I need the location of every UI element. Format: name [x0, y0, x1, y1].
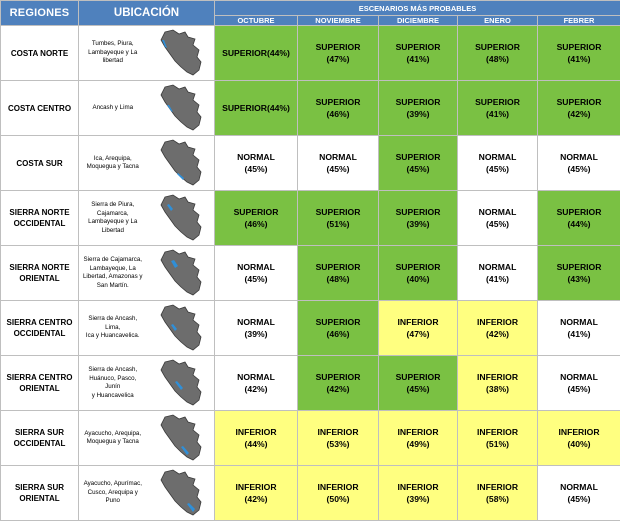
location-text-line: Cajamarca, [96, 209, 129, 217]
scenario-label: NORMAL [560, 482, 598, 492]
peru-map-icon [147, 356, 215, 411]
scenario-cell [458, 466, 538, 521]
scenario-percent: (44%) [244, 439, 268, 449]
scenario-cell [379, 411, 458, 466]
scenario-cell [538, 81, 620, 136]
table-row [1, 191, 620, 246]
region-name-line: ORIENTAL [19, 494, 60, 503]
region-name-line: SIERRA NORTE [9, 208, 70, 217]
table-row [1, 26, 620, 81]
scenario-percent: (42%) [244, 384, 268, 394]
scenario-percent: (46%) [326, 109, 350, 119]
scenario-cell [298, 26, 379, 81]
location-text-line: Lambayeque y La [88, 48, 138, 56]
location-text [79, 301, 147, 356]
scenario-cell [379, 26, 458, 81]
region-name-line: SIERRA CENTRO [6, 318, 73, 327]
location-text-line: Ica, Arequipa, [93, 154, 132, 162]
scenario-percent: (42%) [486, 329, 509, 339]
scenario-percent: (46%) [326, 329, 350, 339]
scenario-label: SUPERIOR [395, 42, 441, 52]
scenario-label: SUPERIOR [315, 207, 361, 217]
scenario-cell [458, 26, 538, 81]
table-row [1, 301, 620, 356]
scenario-cell [538, 301, 620, 356]
scenario-cell [538, 191, 620, 246]
scenario-cell [379, 301, 458, 356]
region-name-line: COSTA NORTE [10, 48, 69, 58]
scenario-cell [538, 246, 620, 301]
scenario-cell [215, 26, 298, 81]
scenario-cell [215, 466, 298, 521]
scenario-cell [215, 301, 298, 356]
scenario-label: INFERIOR [235, 482, 277, 492]
location-text [79, 411, 147, 466]
scenario-label: SUPERIOR [556, 42, 602, 52]
scenario-cell [379, 136, 458, 191]
scenario-cell [379, 246, 458, 301]
location-text-line: Sierra de Cajamarca, [83, 256, 142, 263]
scenario-percent: (45%) [567, 384, 591, 394]
region-name-line: OCCIDENTAL [13, 329, 66, 338]
scenario-percent: (41%) [406, 54, 430, 64]
scenario-percent: (38%) [486, 384, 509, 394]
scenario-label: NORMAL [478, 207, 517, 217]
region-name-line: SIERRA SUR [14, 428, 65, 437]
scenario-label: INFERIOR [476, 372, 519, 382]
peru-map-icon [147, 81, 215, 136]
regions-header: REGIONES [1, 1, 79, 26]
scenario-label: SUPERIOR [475, 42, 520, 52]
region-name-line: ORIENTAL [19, 384, 60, 393]
location-text-line: Sierra de Ancash, Lima, [88, 315, 138, 331]
scenario-percent: (39%) [406, 219, 430, 229]
location-text-line: San Martín. [96, 281, 129, 289]
peru-map-icon [147, 466, 215, 521]
location-text-line: Ayacucho, Apurímac, [83, 480, 142, 488]
location-text-line: Ancash y Lima [92, 103, 134, 111]
scenario-percent: (45%) [406, 384, 430, 394]
scenario-percent: (41%) [567, 54, 591, 64]
scenario-label: INFERIOR [397, 482, 439, 492]
scenario-percent: (45%) [567, 164, 591, 174]
scenario-label: NORMAL [560, 372, 598, 382]
scenario-percent: (39%) [406, 109, 430, 119]
scenario-cell [215, 191, 298, 246]
region-name [1, 191, 79, 246]
location-text [79, 466, 147, 521]
location-header: UBICACIÓN [79, 1, 215, 26]
region-name-line: SIERRA SUR [14, 483, 65, 492]
scenario-percent: (45%) [244, 164, 268, 174]
scenario-percent: (45%) [567, 494, 591, 504]
scenario-label: SUPERIOR [395, 207, 441, 217]
location-text-line: Ayacucho, Arequipa, [84, 429, 142, 437]
peru-map-icon [147, 411, 215, 466]
month-header: ENERO [458, 16, 538, 26]
scenario-percent: (49%) [406, 439, 430, 449]
scenario-label: INFERIOR [558, 427, 600, 437]
location-text-line: Moquegua y Tacna [86, 163, 139, 170]
scenario-percent: (43%) [567, 274, 591, 284]
scenario-percent: (44%) [567, 219, 591, 229]
scenario-percent: (42%) [567, 109, 591, 119]
scenario-cell [215, 411, 298, 466]
scenario-label: SUPERIOR [233, 207, 279, 217]
scenario-percent: (45%) [486, 164, 509, 174]
scenario-label: INFERIOR [317, 427, 359, 437]
scenario-percent: (42%) [244, 494, 268, 504]
peru-map-icon [147, 136, 215, 191]
scenario-cell [538, 466, 620, 521]
region-name [1, 81, 79, 136]
scenario-cell [458, 136, 538, 191]
region-name [1, 26, 79, 81]
scenario-cell [298, 191, 379, 246]
scenario-percent: (40%) [567, 439, 591, 449]
region-name-line: OCCIDENTAL [13, 439, 66, 448]
scenario-cell [298, 356, 379, 411]
scenario-label: SUPERIOR [556, 207, 602, 217]
location-text [79, 356, 147, 411]
scenario-label: NORMAL [478, 262, 517, 272]
location-text [79, 246, 147, 301]
scenario-percent: (48%) [326, 274, 350, 284]
table-row [1, 466, 620, 521]
peru-map-icon [147, 301, 215, 356]
scenario-cell [458, 411, 538, 466]
location-text [79, 191, 147, 246]
scenario-percent: (47%) [326, 54, 350, 64]
scenario-label: INFERIOR [476, 482, 519, 492]
scenario-label: INFERIOR [317, 482, 359, 492]
scenario-percent: (39%) [406, 494, 430, 504]
scenario-label: SUPERIOR [475, 97, 520, 107]
location-text-line: Lambayeque, La [89, 264, 136, 272]
scenario-percent: (53%) [326, 439, 350, 449]
location-text [79, 26, 147, 81]
scenario-cell [298, 136, 379, 191]
scenario-label: INFERIOR [476, 317, 519, 327]
month-header: NOVIEMBRE [298, 16, 379, 26]
region-name-line: OCCIDENTAL [13, 219, 66, 228]
scenario-label: SUPERIOR [315, 372, 361, 382]
scenario-label: NORMAL [560, 317, 598, 327]
location-text-line: Sierra de Piura, [91, 201, 135, 208]
region-name-line: COSTA SUR [16, 158, 63, 168]
region-name [1, 356, 79, 411]
location-text-line: y Huancavelica [91, 391, 134, 399]
scenario-cell [298, 81, 379, 136]
scenario-label: SUPERIOR(44%) [222, 103, 290, 113]
region-name [1, 411, 79, 466]
scenario-label: NORMAL [237, 262, 275, 272]
scenario-label: SUPERIOR [315, 42, 361, 52]
month-header: OCTUBRE [215, 16, 298, 26]
scenario-label: NORMAL [560, 152, 598, 162]
scenario-cell [538, 26, 620, 81]
scenario-cell [538, 356, 620, 411]
scenario-label: SUPERIOR [395, 97, 441, 107]
scenario-label: NORMAL [237, 317, 275, 327]
scenario-label: SUPERIOR [395, 262, 441, 272]
scenario-percent: (39%) [244, 329, 268, 339]
scenario-percent: (42%) [326, 384, 350, 394]
scenario-label: NORMAL [237, 152, 275, 162]
scenario-percent: (50%) [326, 494, 350, 504]
scenario-cell [379, 356, 458, 411]
scenario-cell [458, 81, 538, 136]
location-text-line: Huánuco, Pasco, Junín [89, 374, 137, 390]
scenario-percent: (41%) [486, 274, 509, 284]
scenario-label: INFERIOR [397, 427, 439, 437]
scenario-label: NORMAL [319, 152, 357, 162]
region-name-line: SIERRA CENTRO [6, 373, 73, 382]
scenario-label: SUPERIOR [395, 372, 441, 382]
location-text-line: Sierra de Ancash, [88, 366, 138, 373]
table-row [1, 136, 620, 191]
location-text-line: Libertad, Amazonas y [82, 273, 143, 280]
location-text-line: Moquegua y Tacna [86, 438, 139, 445]
table-row [1, 356, 620, 411]
scenario-cell [538, 136, 620, 191]
month-header: DICIEMBRE [379, 16, 458, 26]
region-name-line: ORIENTAL [19, 274, 60, 283]
scenario-cell [379, 466, 458, 521]
scenario-cell [538, 411, 620, 466]
location-text-line: Cusco, Arequipa y [87, 488, 138, 496]
scenario-label: SUPERIOR [556, 97, 602, 107]
scenario-cell [298, 246, 379, 301]
scenario-label: NORMAL [237, 372, 275, 382]
table-row [1, 81, 620, 136]
location-text-line: libertad [102, 57, 123, 65]
location-text-line: Lambayeque y La [88, 218, 138, 225]
scenario-percent: (51%) [326, 219, 350, 229]
location-text-line: Tumbes, Piura, [91, 40, 134, 48]
scenario-cell [298, 411, 379, 466]
scenario-percent: (41%) [486, 109, 509, 119]
scenario-percent: (45%) [486, 219, 509, 229]
scenario-percent: (41%) [567, 329, 591, 339]
scenario-cell [458, 301, 538, 356]
peru-map-icon [147, 26, 215, 81]
location-text [79, 81, 147, 136]
scenario-percent: (45%) [244, 274, 268, 284]
region-name [1, 246, 79, 301]
scenario-label: SUPERIOR [315, 317, 361, 327]
month-header: FEBRER [538, 16, 620, 26]
scenarios-header: ESCENARIOS MÁS PROBABLES [215, 1, 620, 16]
scenario-label: SUPERIOR(44%) [222, 48, 290, 58]
location-text [79, 136, 147, 191]
scenario-cell [215, 356, 298, 411]
region-name [1, 301, 79, 356]
peru-map-icon [147, 246, 215, 301]
scenario-cell [379, 191, 458, 246]
scenario-percent: (47%) [406, 329, 430, 339]
scenario-cell [458, 356, 538, 411]
scenario-percent: (46%) [244, 219, 268, 229]
scenario-percent: (45%) [406, 164, 430, 174]
table-row [1, 411, 620, 466]
table-row [1, 246, 620, 301]
scenario-cell [298, 301, 379, 356]
scenario-cell [379, 81, 458, 136]
scenario-percent: (45%) [326, 164, 350, 174]
scenario-cell [215, 81, 298, 136]
scenario-cell [458, 246, 538, 301]
peru-map-icon [147, 191, 215, 246]
scenario-label: NORMAL [478, 152, 517, 162]
scenario-percent: (48%) [486, 54, 509, 64]
region-name-line: COSTA CENTRO [7, 103, 72, 113]
scenario-label: INFERIOR [235, 427, 277, 437]
scenario-cell [458, 191, 538, 246]
scenario-label: SUPERIOR [395, 152, 441, 162]
scenario-cell [215, 246, 298, 301]
scenario-label: INFERIOR [397, 317, 439, 327]
scenario-cell [298, 466, 379, 521]
scenario-label: INFERIOR [476, 427, 519, 437]
scenario-label: SUPERIOR [556, 262, 602, 272]
region-name [1, 466, 79, 521]
location-text-line: Libertad [101, 226, 124, 234]
region-name-line: SIERRA NORTE [9, 263, 70, 272]
scenario-label: SUPERIOR [315, 97, 361, 107]
location-text-line: Puno [105, 497, 120, 505]
scenario-label: SUPERIOR [315, 262, 361, 272]
scenario-percent: (58%) [486, 494, 509, 504]
scenario-percent: (40%) [406, 274, 430, 284]
location-text-line: Ica y Huancavelica. [85, 332, 140, 340]
scenario-cell [215, 136, 298, 191]
region-name [1, 136, 79, 191]
scenario-percent: (51%) [486, 439, 509, 449]
